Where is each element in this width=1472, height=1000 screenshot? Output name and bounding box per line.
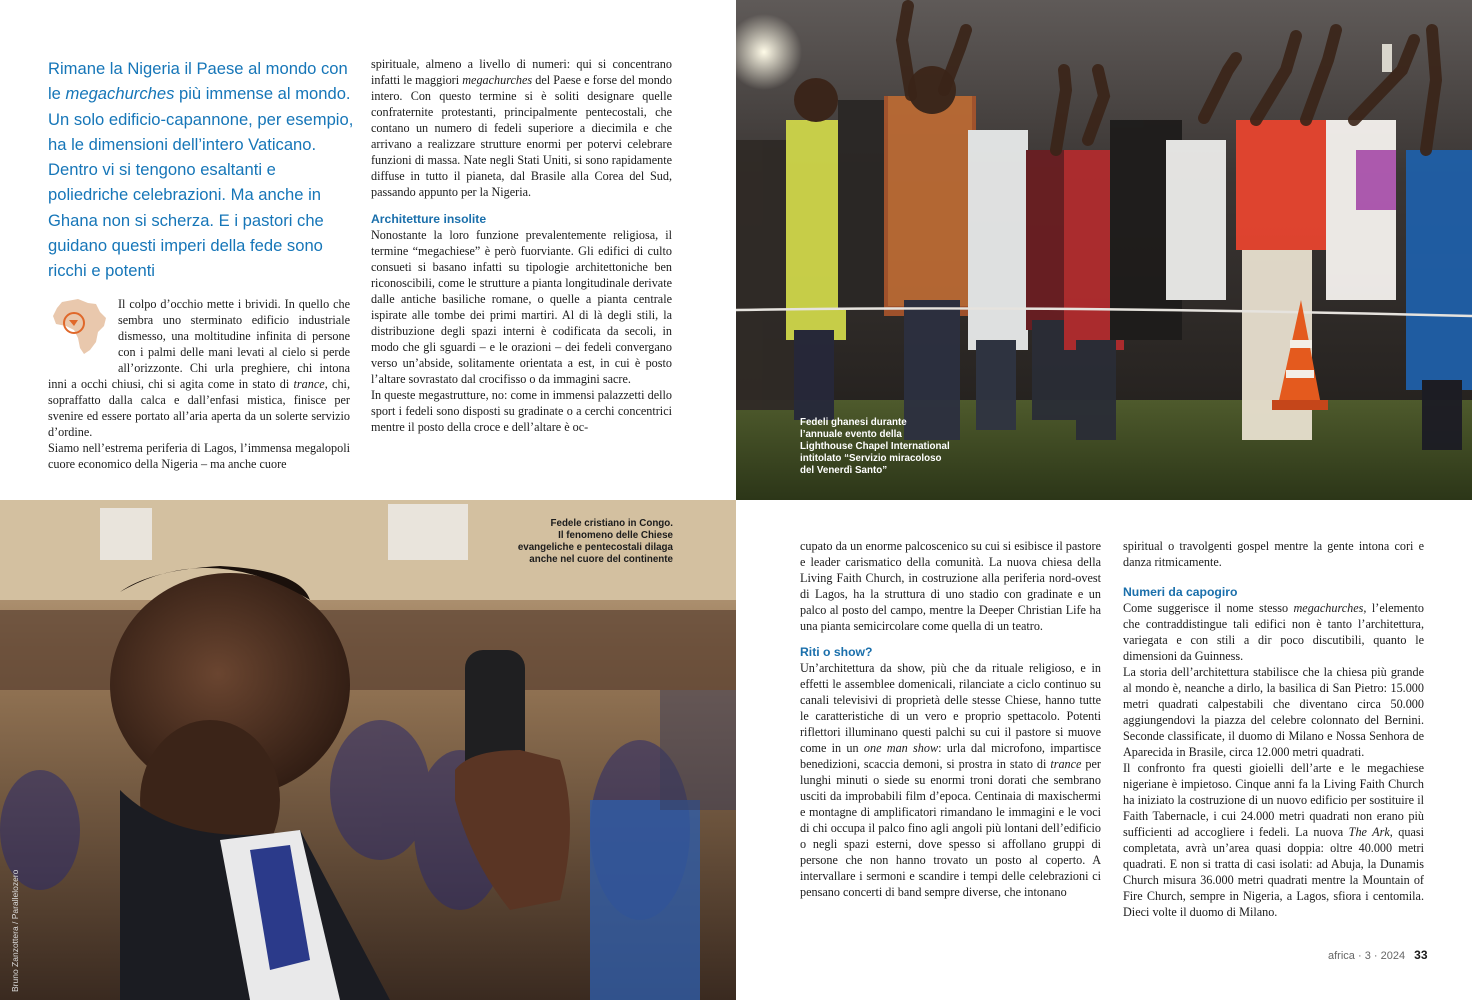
body-paragraph: spiritual o travolgenti gospel mentre la gente intona cori e danza ritmicamente.: [1123, 539, 1424, 569]
subheading: Numeri da capogiro: [1123, 585, 1238, 599]
body-paragraph: Il confronto fra questi gioielli dell’arte e le megachiese nigeriane è impietoso. Cinque anni fa la Living Faith Church ha iniziato la costruzione di un nuovo edificio per sostituire il Faith Tabernacle, i cui 24.000 metri quadrati non erano più sufficienti ad accogliere i fedeli. La nuova The Ark, quasi completata, avrà un’area quasi doppia: oltre 40.000 metri quadrati. E non si tratta di casi isolati: ad Abuja, la Dunamis Church misura 36.000 metri quadrati mentre la Mountain of Fire Church, sempre in Nigeria, a Lagos, sfiora i centomila. Dieci volte il duomo di Milano.: [1123, 761, 1424, 919]
issue-year: 2024: [1380, 950, 1406, 962]
lead-emphasis: megachurches: [65, 84, 175, 104]
article-column-1: [48, 296, 350, 472]
body-paragraph: Siamo nell’estrema periferia di Lagos, l’immensa megalopoli cuore economico della Nigeria – ma anche cuore: [48, 441, 350, 471]
subheading: Riti o show?: [800, 645, 873, 659]
body-paragraph: cupato da un enorme palcoscenico su cui si esibisce il pastore e leader carismatico della comunità. La nuova chiesa della Living Faith Church, in costruzione alla periferia nord-ovest di Lagos, ha la struttura di uno stadio con gradinate e un palco al posto del campo, mentre la Deeper Christian Life ha una pianta semicircolare come quella di un teatro.: [800, 539, 1101, 633]
subheading: Architetture insolite: [371, 212, 487, 226]
page-folio: africa · 3 · 2024 33: [1328, 948, 1428, 962]
page-number: 33: [1414, 948, 1428, 962]
body-paragraph: In queste megastrutture, no: come in immensi palazzetti dello sport i fedeli sono disposti su gradinate o a cerchi concentrici mentre il posto della croce e dell’altare è oc-: [371, 388, 672, 434]
photo-caption-congo: Fedele cristiano in Congo. Il fenomeno delle Chiese evangeliche e pentecostali dilaga anche nel cuore del continente: [517, 518, 673, 565]
body-paragraph: spirituale, almeno a livello di numeri: qui si concentrano infatti le maggiori megachurches del Paese e forse del mondo intero. Con questo termine si è soliti designare quelle confraternite protestanti, principalmente pentecostali, che contano un numero di fedeli superiore a diecimila e che arrivano a realizzare strutture enormi per potervi celebrare funzioni di massa. Nate negli Stati Uniti, si sono rapidamente diffuse in tutto il pianeta, dal Brasile alla Corea del Sud, passando appunto per la Nigeria.: [371, 57, 672, 199]
body-paragraph: Nonostante la loro funzione prevalentemente religiosa, il termine “megachiese” è però fuorviante. Gli edifici di culto consueti si basano infatti su tipologie architettoniche ben riconoscibili, come le strutture a pianta longitudinale derivate dalle antiche basiliche romane, o quelle a pianta centrale ispirate alle tombe dei primi martiri. Al di là degli stili, la distribuzione degli spazi interni è codificata da secoli, in modo che gli sguardi – e le orazioni – dei fedeli convergano verso un’abside, solitamente orientata a est, in cui è posto l’altare sovrastato dal crocifisso o da immagini sacre.: [371, 228, 672, 386]
lead-paragraph: Rimane la Nigeria il Paese al mondo con le megachurches più immense al mondo. Un solo edificio-capannone, per esempio, ha le dimensioni dell’intero Vaticano. Dentro vi si tengono esaltanti e poliedriche celebrazioni. Ma anche in Ghana non si scherza. E i pastori che guidano questi imperi della fede sono ricchi e potenti: [48, 59, 354, 281]
body-paragraph: Un’architettura da show, più che da rituale religioso, e in effetti le assemblee domenicali, rilanciate a ciclo continuo su canali televisivi di proprietà delle stesse Chiese, hanno tutte le caratteristiche di un vero e proprio spettacolo. Potenti riflettori illuminano questi palchi su cui il pastore si muove come in un one man show: urla dal microfono, impartisce benedizioni, scaccia demoni, si prostra in stato di trance per lunghi minuti o siede su enormi troni dorati che sembrano usciti da improbabili film d’epoca. Centinaia di maxischermi e montagne di amplificatori rimandano le immagini e le voci di chi occupa il palco fino agli angoli più lontani dell’edificio o negli spazi esterni, dove spesso si affollano gruppi di persone che non hanno trovato un posto al coperto. A intervallare i sermoni e scandire i tempi delle celebrazioni ci pensano concerti di band sempre diverse, che intonano: [800, 661, 1101, 899]
magazine-name: africa: [1328, 950, 1355, 962]
photo-caption-ghana: Fedeli ghanesi durante l’annuale evento della Lighthouse Chapel International intitolato “Servizio miracoloso del Venerdì Santo”: [800, 417, 950, 476]
body-paragraph: La storia dell’architettura stabilisce che la chiesa più grande al mondo è, neanche a dirlo, la basilica di San Pietro: 15.000 metri quadrati calpestabili che diventano circa 50.000 aggiungendovi la piazza del celebre colonnato del Bernini. Seconde classificate, il duomo di Milano e Nossa Senhora de Aparecida in Brasile, circa 12.000 metri quadrati.: [1123, 665, 1424, 759]
photo-congo-worshipper: [0, 500, 736, 1000]
body-paragraph: Il colpo d’occhio mette i brividi. In quello che sembra uno sterminato edificio industriale dismesso, una moltitudine infinita di persone con i palmi delle mani levati al cielo si perde all’orizzonte. Chi urla preghiere, chi intona inni a occhi chiusi, chi si agita come in stato di trance, chi, sopraffatto dalla calca e dall’enfasi mistica, finisce per svenire ed essere portato all’aria aperta da un solerte servizio d’ordine.: [48, 297, 350, 439]
article-column-3: [800, 538, 1101, 900]
photo-credit: Bruno Zanzottera / Parallelozero: [10, 869, 20, 992]
article-column-4: [1123, 538, 1424, 920]
issue-number: 3: [1364, 950, 1371, 962]
body-paragraph: Come suggerisce il nome stesso megachurches, l’elemento che contraddistingue tali edifici non è tanto l’architettura, variegata e con stili a dir poco discutibili, quanto le dimensioni da Guinness.: [1123, 601, 1424, 663]
article-column-2: [371, 56, 672, 435]
